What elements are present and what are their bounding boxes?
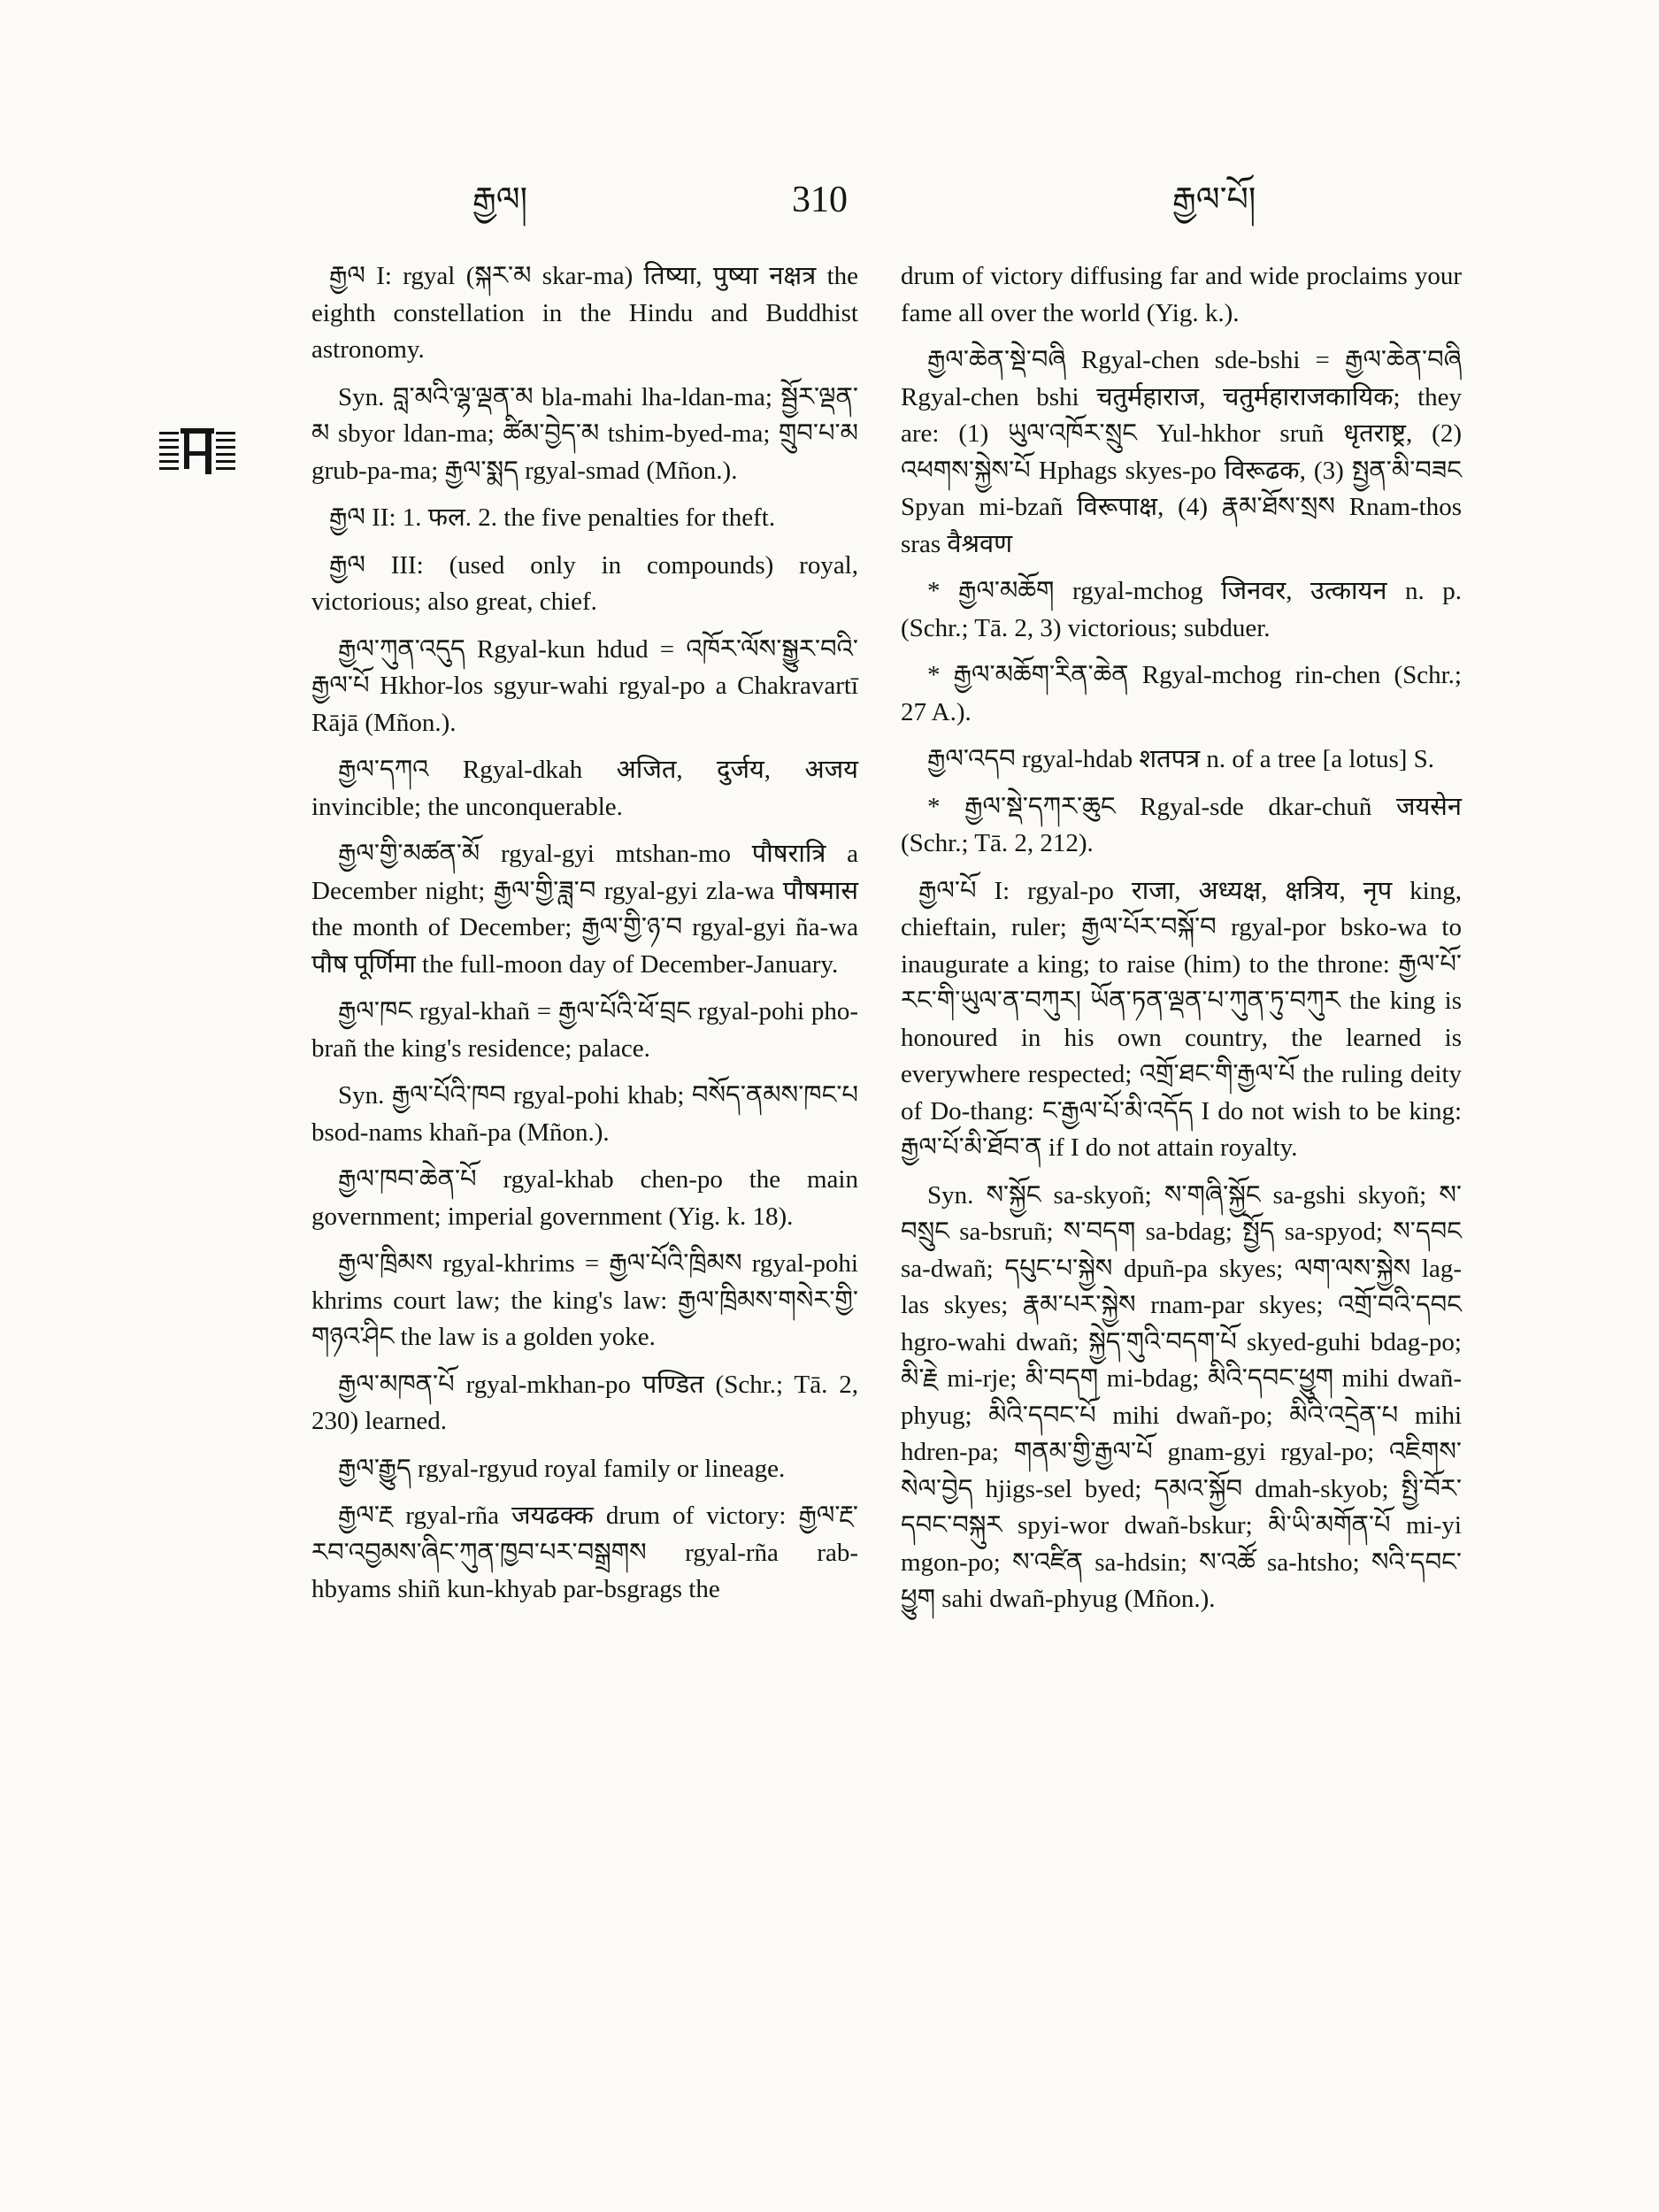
entry-continuation: drum of victory diffusing far and wide proclaims your fame all over the world (Yig. k.). <box>901 262 1462 327</box>
entry-rgyal-1: རྒྱལ I: rgyal (སྐར་མ skar-ma) तिष्या, पुष्या नक्षत्र the eighth constellation in the Hindu and Buddhist astronomy. <box>311 262 858 364</box>
running-head-left: རྒྱལ། <box>472 181 528 219</box>
entry-synonyms: Syn. བླ་མའི་ལྷ་ལྡན་མ bla-mahi lha-ldan-ma; སྦྱོར་ལྡན་མ sbyor ldan-ma; ཚིམ་བྱེད་མ tshim-byed-ma; གྲུབ་པ་མ grub-pa-ma; རྒྱལ་སྨད rgyal-smad (Mñon.). <box>311 382 858 485</box>
entry-rgyal-chen-sde-bshi: རྒྱལ་ཆེན་སྡེ་བཞི Rgyal-chen sde-bshi = རྒྱལ་ཆེན་བཞི Rgyal-chen bshi चतुर्महाराज, चतुर्महाराजकायिक; they are: (1) ཡུལ་འཁོར་སྲུང Yul-hkhor sruñ धृतराष्ट्र, (2) འཕགས་སྐྱེས་པོ Hphags skyes-po विरूढक, (3) སྤྱན་མི་བཟང Spyan mi-bzañ विरूपाक्ष, (4) རྣམ་ཐོས་སྲས Rnam-thos sras वैश्रवण <box>901 346 1462 558</box>
entry-rgyal-mchog-rin-chen: * རྒྱལ་མཆོག་རིན་ཆེན Rgyal-mchog rin-chen (Schr.; 27 A.). <box>901 661 1462 726</box>
entry-rgyal-dkah: རྒྱལ་དཀའ Rgyal-dkah अजित, दुर्जय, अजय invincible; the unconquerable. <box>311 756 858 821</box>
entry-rgyal-rgyud: རྒྱལ་རྒྱུད rgyal-rgyud royal family or lineage. <box>338 1454 786 1483</box>
entry-rgyal-khrims: རྒྱལ་ཁྲིམས rgyal-khrims = རྒྱལ་པོའི་ཁྲིམས rgyal-pohi khrims court law; the king's law: རྒྱལ་ཁྲིམས་གསེར་གྱི་གཉའ་ཤིང the law is a golden yoke. <box>311 1249 858 1351</box>
page-number: 310 <box>792 180 848 220</box>
tibetan-letter-ga-icon <box>159 425 235 481</box>
entry-rgyal-sde-dkar-chun: * རྒྱལ་སྡེ་དཀར་ཆུང Rgyal-sde dkar-chuñ जयसेन (Schr.; Tā. 2, 212). <box>901 792 1462 857</box>
entry-rgyal-khab-chen-po: རྒྱལ་ཁབ་ཆེན་པོ rgyal-khab chen-po the main government; imperial government (Yig. k. 18). <box>311 1165 858 1231</box>
entry-rgyal-rna: རྒྱལ་རྔ rgyal-rña जयढक्क drum of victory: རྒྱལ་རྔ་རབ་འབྱམས་ཞིང་ཀུན་ཁྱབ་པར་བསྒྲགས rgyal-rña rab-hbyams shiñ kun-khyab par-bsgrags the <box>311 1502 858 1603</box>
entry-rgyal-2: རྒྱལ II: 1. फल. 2. the five penalties for theft. <box>329 503 776 532</box>
entry-rgyal-kun-hdud: རྒྱལ་ཀུན་འདུད Rgyal-kun hdud = འཁོར་ལོས་སྒྱུར་བའི་རྒྱལ་པོ Hkhor-los sgyur-wahi rgyal-po a Chakravartī Rājā (Mñon.). <box>311 634 858 737</box>
entry-rgyal-hdab: རྒྱལ་འདབ rgyal-hdab शतपत्र n. of a tree [a lotus] S. <box>927 745 1435 773</box>
running-head-right: རྒྱལ་པོ། <box>1172 181 1256 219</box>
right-column <box>901 258 1462 1629</box>
entry-rgyal-mkhan-po: རྒྱལ་མཁན་པོ rgyal-mkhan-po पण्डित (Schr.; Tā. 2, 230) learned. <box>311 1370 858 1435</box>
entry-rgyal-mchog: * རྒྱལ་མཆོག rgyal-mchog जिनवर, उत्कायन n. p. (Schr.; Tā. 2, 3) victorious; subduer. <box>901 577 1462 642</box>
entry-rgyal-3: རྒྱལ III: (used only in compounds) royal, victorious; also great, chief. <box>311 550 858 616</box>
left-column <box>311 258 858 1619</box>
entry-rgyal-gyi-mtshan-mo: རྒྱལ་གྱི་མཚན་མོ rgyal-gyi mtshan-mo पौषरात्रि a December night; རྒྱལ་གྱི་ཟླ་བ rgyal-gyi zla-wa पौषमास the month of December; རྒྱལ་གྱི་ཉ་བ rgyal-gyi ña-wa पौष पूर्णिमा the full-moon day of December-January. <box>311 840 858 979</box>
page-header <box>0 173 1659 227</box>
entry-rgyal-po-1: རྒྱལ་པོ I: rgyal-po राजा, अध्यक्ष, क्षत्रिय, नृप king, chieftain, ruler; རྒྱལ་པོར་བསྐོ་བ rgyal-por bsko-wa to inaugurate a king; to raise (him) to the throne: རྒྱལ་པོ་རང་གི་ཡུལ་ན་བཀུར། ཡོན་ཏན་ལྡན་པ་ཀུན་ཏུ་བཀུར the king is honoured in his own country, the learned is everywhere respected; འགྲོ་ཐང་གི་རྒྱལ་པོ the ruling deity of Do-thang: ང་རྒྱལ་པོ་མི་འདོད I do not wish to be king: རྒྱལ་པོ་མི་ཐོབ་ན if I do not attain royalty. <box>901 876 1462 1162</box>
entry-synonyms: Syn. ས་སྐྱོང sa-skyoñ; ས་གཞི་སྐྱོང sa-gshi skyoñ; ས་བསྲུང sa-bsruñ; ས་བདག sa-bdag; སྤྱོད sa-spyod; ས་དབང sa-dwañ; དཔུང་པ་སྐྱེས dpuñ-pa skyes; ལག་ལས་སྐྱེས lag-las skyes; རྣམ་པར་སྐྱེས rnam-par skyes; འགྲོ་བའི་དབང hgro-wahi dwañ; སྐྱེད་གུའི་བདག་པོ skyed-guhi bdag-po; མི་རྗེ mi-rje; མི་བདག mi-bdag; མིའི་དབང་ཕྱུག mihi dwañ-phyug; མིའི་དབང་པོ mihi dwañ-po; མིའི་འདྲེན་པ mihi hdren-pa; གནམ་གྱི་རྒྱལ་པོ gnam-gyi rgyal-po; འཇིགས་སེལ་བྱེད hjigs-sel byed; དམའ་སྐྱོབ dmah-skyob; སྤྱི་བོར་དབང་བསྐུར spyi-wor dwañ-bskur; མི་ཡི་མགོན་པོ mi-yi mgon-po; ས་འཛིན sa-hdsin; ས་འཚོ sa-htsho; སའི་དབང་ཕྱུག sahi dwañ-phyug (Mñon.). <box>901 1180 1462 1613</box>
entry-synonyms: Syn. རྒྱལ་པོའི་ཁབ rgyal-pohi khab; བསོད་ནམས་ཁང་པ bsod-nams khañ-pa (Mñon.). <box>311 1081 858 1147</box>
entry-rgyal-khan: རྒྱལ་ཁང rgyal-khañ = རྒྱལ་པོའི་ཕོ་བྲང rgyal-pohi pho-brañ the king's residence; palace. <box>311 997 858 1063</box>
